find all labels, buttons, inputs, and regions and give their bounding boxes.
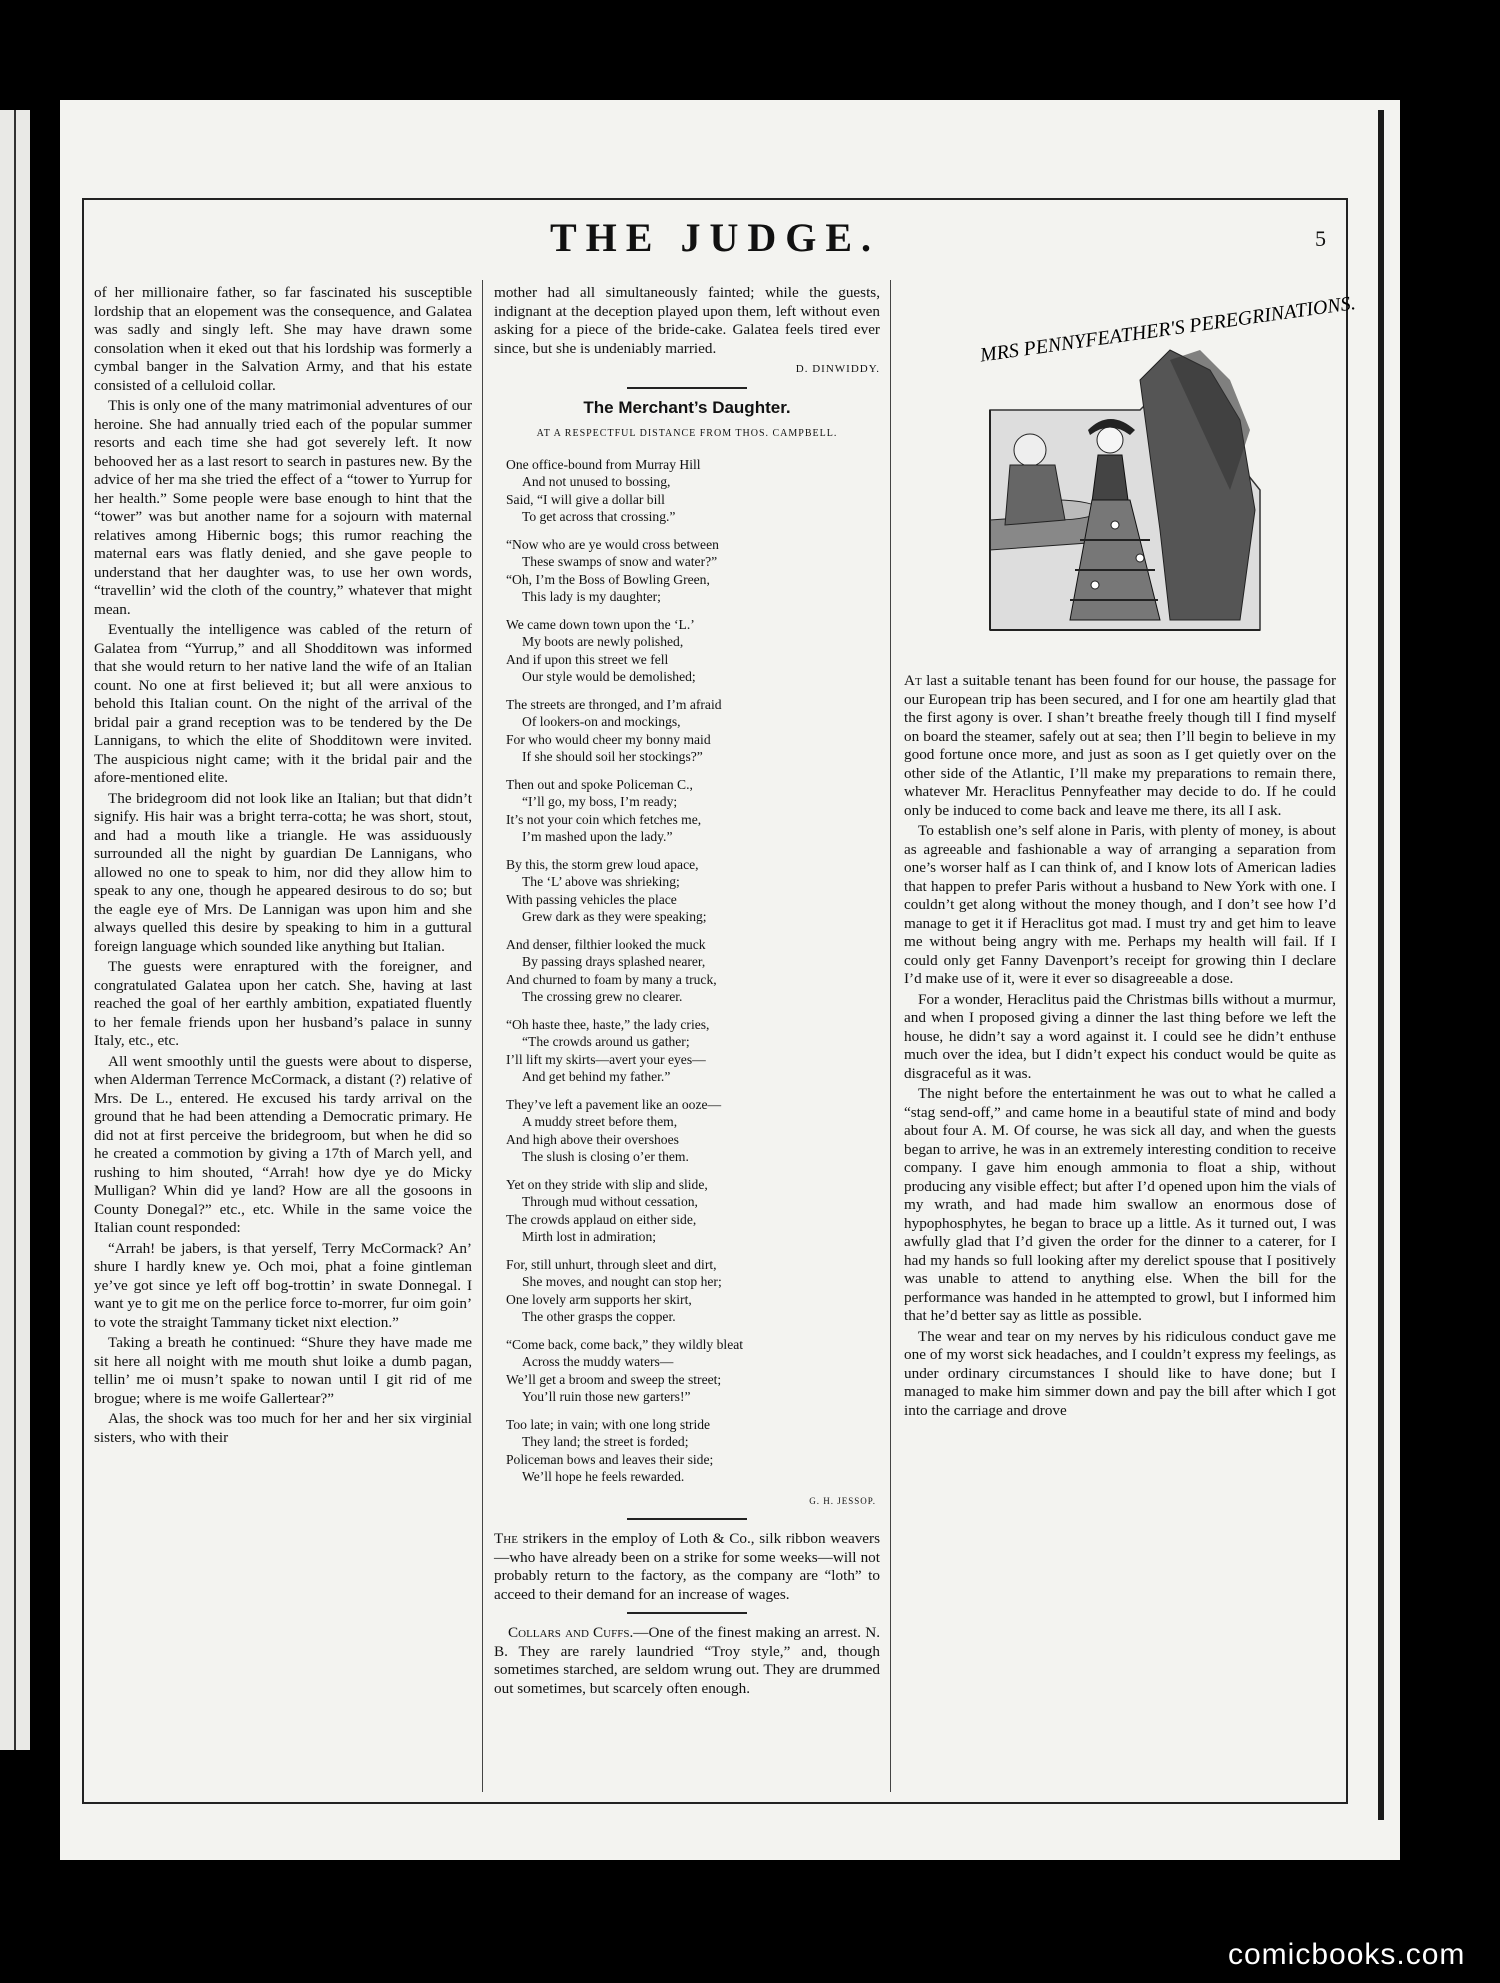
column-3 [904,284,1357,1790]
paragraph [904,672,1336,820]
poem-line: With passing vehicles the place [506,891,677,907]
poem-line: “I’ll go, my boss, I’m ready; [522,794,678,809]
poem-stanza [506,856,880,926]
poem-line: We came down town upon the ‘L.’ [506,616,695,632]
poem-line: By this, the storm grew loud apace, [506,856,699,872]
paragraph: To establish one’s self alone in Paris, with plenty of money, is about as agreeable and fashionable a way of arranging a separation from one’s worser half as I can think of, and I know lots of American ladies that happen to prefer Paris without a husband to New York with one. I couldn’t get along without the money though, and I don’t see how I’d manage to get it if Heraclitus got mad. I must try and get him to leave me without being angry with me. Perhaps my health will fail. If I could only get Fanny Davenport’s receipt for growing thin I declare I’d make use of it, were it ever so disagreeable a dose. [904,822,1336,987]
poem-line: And high above their overshoes [506,1131,679,1147]
poem-line: They’ve left a pavement like an ooze— [506,1096,722,1112]
poem-line: Too late; in vain; with one long stride [506,1416,711,1432]
poem-line: One office-bound from Murray Hill [506,456,701,472]
poem-line: We’ll hope he feels rewarded. [522,1469,685,1484]
poem-signature: G. H. JESSOP. [809,1495,876,1506]
page-number: 5 [1315,226,1326,251]
section-divider [627,1612,747,1614]
poem-body [494,456,880,1486]
section-divider [627,1518,747,1520]
column-2 [494,284,880,1790]
poem-line: For, still unhurt, through sleet and dirt, [506,1256,717,1272]
poem-line: Through mud without cessation, [522,1194,698,1209]
illustration [970,290,1357,660]
poem-stanza [506,1096,880,1166]
poem-line: Across the muddy waters— [522,1354,674,1369]
collars-text: —One of the finest making an arrest. N. B. They are rarely laundried “Troy style,” and, though sometimes starched, are seldom wrung out. They are drummed out sometimes, but scarcely often enough. [494,1624,880,1697]
poem-line: To get across that crossing.” [522,509,676,524]
poem-line: The other grasps the copper. [522,1309,676,1324]
poem-stanza [506,1256,880,1326]
column-1 [94,284,472,1790]
poem-stanza [506,616,880,686]
page-frame [82,198,1357,1804]
story-ending: mother had all simultaneously fainted; while the guests, indignant at the deception played upon them, left without even asking for a piece of the bride-cake. Galatea feels tired ever since, but she is undeniably married. [494,284,880,357]
paragraph: The bridegroom did not look like an Italian; but that didn’t signify. His hair was a bright terra-cotta; he was short, stout, and had a mouth like a triangle. He was assiduously surrounded all the night by guardian De Lannigans, who allowed no one to speak to him, nor did they allow him to speak to any one, though he appeared desirous to do so; but the eagle eye of Mrs. De Lannigan was upon him and she always quelled this desire by speaking to him in a guttural foreign language which sounded like anything but Italian. [94,789,472,955]
poem-line: The slush is closing o’er them. [522,1149,689,1164]
poem-line: They land; the street is forded; [522,1434,689,1449]
poem-line: My boots are newly polished, [522,634,684,649]
poem-line: Policeman bows and leaves their side; [506,1451,714,1467]
poem-line: “The crowds around us gather; [522,1034,690,1049]
drop-lead: At [904,672,922,689]
masthead-title: THE JUDGE. [549,215,881,260]
poem-stanza [506,696,880,766]
poem-line: For who would cheer my bonny maid [506,731,711,747]
column-divider-2 [890,280,891,1792]
column-divider-1 [482,280,483,1792]
poem-line: A muddy street before them, [522,1114,678,1129]
poem-stanza [506,1016,880,1086]
poem-stanza [506,536,880,606]
poem-line: “Now who are ye would cross between [506,536,719,552]
poem-line: Mirth lost in admiration; [522,1229,657,1244]
paragraph: All went smoothly until the guests were about to disperse, when Alderman Terrence McCormack, a distant (?) relative of Mrs. De L., entered. He excused his tardy arrival on the ground that he had been attending a Democratic primary. He did not at first perceive the bridegroom, but when he did so he created a commotion by giving a 17th of March yell, and rushing to him shouted, “Arrah! how dye ye do Micky Mulligan? Whin did ye land? How are all the gosoons in County Donegal?” etc., etc. While in the same voice the Italian count responded: [94,1052,472,1236]
paragraph: This is only one of the many matrimonial adventures of our heroine. She had annually tried each of the popular summer resorts and each time she had got severely left. It now behooved her as a last resort to search in pastures new. By the advice of her ma she tried the effect of a “tower to Yurrup for her health.” Some people were base enough to hint that the “tower” was but another name for a sojourn with maternal relatives among Hibernic bogs; this rumor reaching the maternal ears was flatly denied, and she gave people to understand that her daughter was, to use her own words, “travellin’ wid the cloth of the country,” whatever that might mean. [94,397,472,618]
poem-line: We’ll get a broom and sweep the street; [506,1371,722,1387]
poem-line: “Oh haste thee, haste,” the lady cries, [506,1016,710,1032]
poem-line: Then out and spoke Policeman C., [506,776,693,792]
poem-line: It’s not your coin which fetches me, [506,811,702,827]
gutter-rule [14,110,16,1750]
paragraph: The wear and tear on my nerves by his ridiculous conduct gave me one of my worst sick headaches, and I couldn’t express my feelings, as under ordinary circumstances I should like to have done; but I managed to make him simmer down and pay the bill after which I got into the carriage and drove [904,1327,1336,1419]
poem-line: Yet on they stride with slip and slide, [506,1176,708,1192]
poem-line: By passing drays splashed nearer, [522,954,706,969]
poem-line: If she should soil her stockings?” [522,749,703,764]
collars-lead: Collars and Cuffs. [508,1624,634,1641]
poem-line: And not unused to bossing, [522,474,671,489]
poem-title: The Merchant’s Daughter. [583,397,791,417]
poem-line: She moves, and nought can stop her; [522,1274,722,1289]
strikers-item [494,1530,880,1604]
poem-line: The ‘L’ above was shrieking; [522,874,680,889]
poem-line: This lady is my daughter; [522,589,661,604]
poem-line: Of lookers-on and mockings, [522,714,681,729]
poem-line: “Come back, come back,” they wildly bleat [506,1336,744,1352]
section-divider [627,387,747,389]
poem-line: And if upon this street we fell [506,651,669,667]
poem-line: I’m mashed upon the lady.” [522,829,673,844]
poem-stanza [506,776,880,846]
poem-stanza [506,1176,880,1246]
collars-item [494,1624,880,1698]
poem-line: The crowds applaud on either side, [506,1211,697,1227]
poem-line: Our style would be demolished; [522,669,696,684]
paragraph: Taking a breath he continued: “Shure they have made me sit here all noight with me mouth shut loike a dumb pagan, tellin’ me oi musn’t spake to nowan until I git rid of me brogue; where is me woife Gallertear?” [94,1334,472,1407]
poem-line: “Oh, I’m the Boss of Bowling Green, [506,571,710,587]
poem-line: I’ll lift my skirts—avert your eyes— [506,1051,706,1067]
adjacent-page-edge [0,110,30,1750]
poem-line: And churned to foam by many a truck, [506,971,717,987]
poem-line: And get behind my father.” [522,1069,671,1084]
paragraph: Eventually the intelligence was cabled of the return of Galatea from “Yurrup,” and all Shodditown was informed that she would return to her native land the wife of an Italian count. No one at first believed it; but all were anxious to behold this Italian count. On the night of the arrival of the bridal pair a grand reception was to be tendered by the De Lannigans, to which the elite of Shodditown were invited. The auspicious night came; with it the bridal pair and the afore-mentioned elite. [94,621,472,786]
poem-line: These swamps of snow and water?” [522,554,718,569]
poem-line: One lovely arm supports her skirt, [506,1291,692,1307]
poem-stanza [506,1416,880,1486]
paragraph: of her millionaire father, so far fascinated his susceptible lordship that an elopement was the consequence, and Galatea was sadly and singly left. She may have drawn some consolation when it eked out that his lordship was formerly a cymbal banger in the Salvation Army, and that his estate consisted of a celluloid collar. [94,284,472,394]
poem-stanza [506,1336,880,1406]
poem-stanza [506,456,880,526]
paragraph-text: last a suitable tenant has been found for our house, the passage for our European trip has been secured, and I for one am heartily glad that the first agony is over. I shan’t breathe freely though till I find myself on board the steamer, safely out at sea; then I’ll begin to believe in my good fortune once more, and just as soon as I get quietly over on the other side of the Atlantic, I’ll make my preparations to remain there, whatever Mr. Heraclitus Pennyfeather may decide to do. If he could only be induced to come back and leave me there, its all I ask. [904,672,1336,819]
poem-line: Grew dark as they were speaking; [522,909,707,924]
site-watermark: comicbooks.com [1228,1938,1466,1971]
poem-line: The crossing grew no clearer. [522,989,683,1004]
paragraph: “Arrah! be jabers, is that yerself, Terry McCormack? An’ shure I hardly knew ye. Och moi, phat a foine gintleman ye’ve got since ye left off bog-trottin’ in swate Donnegal. I want ye to git me on the perlice force to-morrer, fur oim goin’ to vote the straight Tammany ticket nixt election.” [94,1239,472,1331]
poem-stanza [506,936,880,1006]
paragraph: The guests were enraptured with the foreigner, and congratulated Galatea upon her catch. She, having at last reached the goal of her earthly ambition, expatiated fluently to her female friends upon her husband’s palace in sunny Italy, etc., etc. [94,958,472,1049]
poem-line: Said, “I will give a dollar bill [506,491,665,507]
strikers-text: strikers in the employ of Loth & Co., silk ribbon weavers—who have already been on a strike for some weeks—will not probably return to the factory, as the company are “loth” to acceed to their demand for an increase of wages. [494,1530,880,1603]
paragraph: Alas, the shock was too much for her and her six virginial sisters, who with their [94,1410,472,1446]
poem-line: And denser, filthier looked the muck [506,936,706,952]
page-shadow [1378,110,1384,1820]
paragraph: For a wonder, Heraclitus paid the Christmas bills without a murmur, and when I proposed giving a dinner the last thing before we left the house, he didn’t say a word against it. I could see he didn’t enthuse much over the idea, but I didn’t expect his conduct would be quite as disgraceful as it was. [904,990,1336,1082]
poem-line: You’ll ruin those new garters!” [522,1389,691,1404]
poem-subtitle: AT A RESPECTFUL DISTANCE FROM THOS. CAMPBELL. [536,428,838,439]
paragraph: The night before the entertainment he was out to what he called a “stag send-off,” and came home in a beautiful state of mind and body about four A. M. Of course, he was sick all day, and when the guests began to arrive, he was in an extremely interesting condition to receive company. I gave him enough ammonia to float a ship, without producing any visible effect; but after I’d opened upon him the vials of my wrath, and had made him swallow an enormous dose of hypophosphytes, he began to brace up a little. As it turned out, I was awfully glad that I’d given the order for the dinner to a caterer, for I had my hands so full looking after my derelict spouse that I positively was unable to attend to anything else. When the bill for the performance was handed in he attempted to growl, but I informed him that he’d better say as little as possible. [904,1085,1336,1324]
illustration-caption: MRS PENNYFEATHER'S PEREGRINATIONS. [978,292,1357,367]
illustration-title [970,290,1357,660]
author-signature: D. DINWIDDY. [795,363,880,375]
strikers-lead: The [494,1530,518,1547]
poem-line: The streets are thronged, and I’m afraid [506,696,722,712]
